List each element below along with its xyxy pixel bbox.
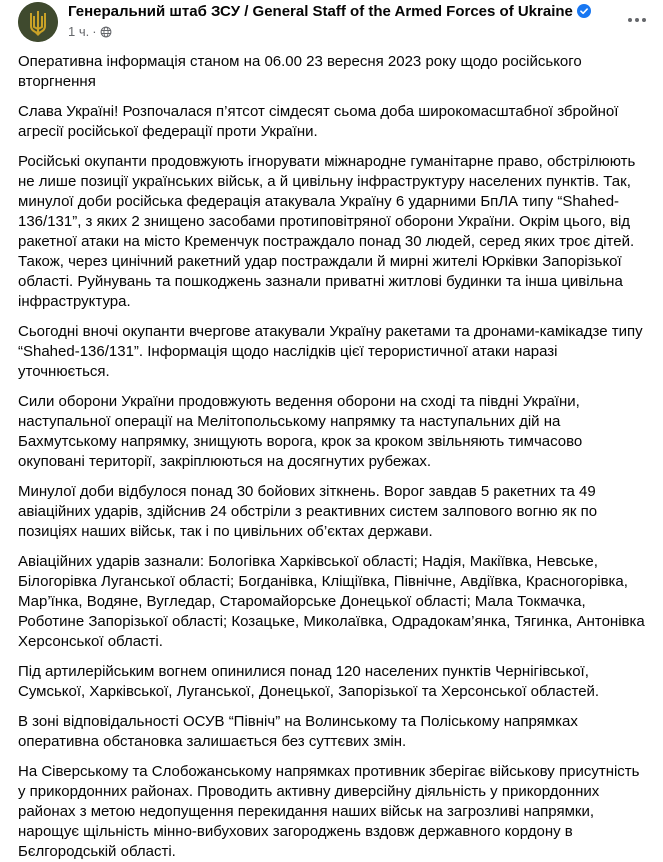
post-header	[18, 0, 651, 48]
post-paragraph-headline: Оперативна інформація станом на 06.00 23 вересня 2023 року щодо російського вторгнення	[18, 53, 582, 90]
post-paragraph: Сьогодні вночі окупанти вчергове атакували Україну ракетами та дронами-камікадзе типу “Shahed-136/131”. Інформація щодо наслідків цієї терористичної атаки наразі уточнюється.	[18, 323, 643, 380]
avatar[interactable]	[18, 2, 58, 42]
author-name-text[interactable]: Генеральний штаб ЗСУ / General Staff of the Armed Forces of Ukraine	[68, 3, 573, 20]
more-options-button[interactable]	[623, 6, 651, 34]
meta-separator: ·	[92, 24, 97, 39]
post-paragraph: На Сіверському та Слобожанському напрямках противник зберігає військову присутність у прикордонних районах. Проводить активну диверсійну діяльність у прикордонних районах з метою недопущення перекидання наших військ на загрозливі напрямки, нарощує щільність мінно-вибухових загороджень вздовж державного кордону в Бєлгородській області.	[18, 763, 640, 860]
verified-badge-icon	[577, 4, 591, 18]
post-paragraph: Авіаційних ударів зазнали: Бологівка Харківської області; Надія, Макіївка, Невське, Білогорівка Луганської області; Богданівка, Кліщіївка, Північне, Авдіївка, Красногорівка, Мар’їнка, Водяне, Вугледар, Старомайорське Донецької області; Мала Токмачка, Роботине Запорізької області; Козацьке, Миколаївка, Одрадокам’янка, Тягинка, Антонівка Херсонської області.	[18, 553, 645, 650]
post-paragraph: Минулої доби відбулося понад 30 бойових зіткнень. Ворог завдав 5 ракетних та 49 авіаційних ударів, здійснив 24 обстріли з реактивних систем залпового вогню як по позиціях наших військ, так і по цивільних об’єктах держави.	[18, 483, 598, 540]
post-meta	[68, 24, 112, 40]
trident-emblem-icon	[18, 2, 58, 42]
post-paragraph: Слава Україні! Розпочалася п’ятсот сімдесят сьома доба широкомасштабної збройної агресії російської федерації проти України.	[18, 103, 619, 140]
post-paragraph: Сили оборони України продовжують ведення оборони на сході та півдні України, наступальної операції на Мелітопольському напрямку та наступальних дій на Бахмутському напрямку, знищують ворога, крок за кроком звільняють тимчасово окуповані території, закріплюються на досягнутих рубежах.	[18, 393, 583, 470]
post-content	[18, 48, 651, 862]
post-paragraph: Під артилерійським вогнем опинилися понад 120 населених пунктів Чернігівської, Сумської, Харківської, Луганської, Донецької, Запорізької та Херсонської областей.	[18, 663, 600, 700]
post-paragraph: Російські окупанти продовжують ігнорувати міжнародне гуманітарне право, обстрілюють не лише позиції українських військ, а й цивільну інфраструктуру населених пунктів. Так, минулої доби російська федерація атакувала Україну 6 ударними БпЛА типу “Shahed-136/131”, з яких 2 знищено засобами протиповітряної оборони України. Окрім цього, від ракетної атаки на місто Кременчук постраждало понад 30 людей, серед яких троє дітей. Також, через цинічний ракетний удар постраждали й мирні жителі Юрківки Запорізької області. Руйнувань та пошкоджень зазнали приватні житлові будинки та інша цивільна інфраструктура.	[18, 153, 636, 310]
globe-icon[interactable]	[100, 26, 112, 38]
post-paragraph: В зоні відповідальності ОСУВ “Північ” на Волинському та Поліському напрямках оперативна обстановка залишається без суттєвих змін.	[18, 713, 578, 750]
more-options-icon	[627, 17, 647, 23]
author-name[interactable]	[68, 3, 591, 21]
post-timestamp[interactable]: 1 ч.	[68, 24, 90, 39]
